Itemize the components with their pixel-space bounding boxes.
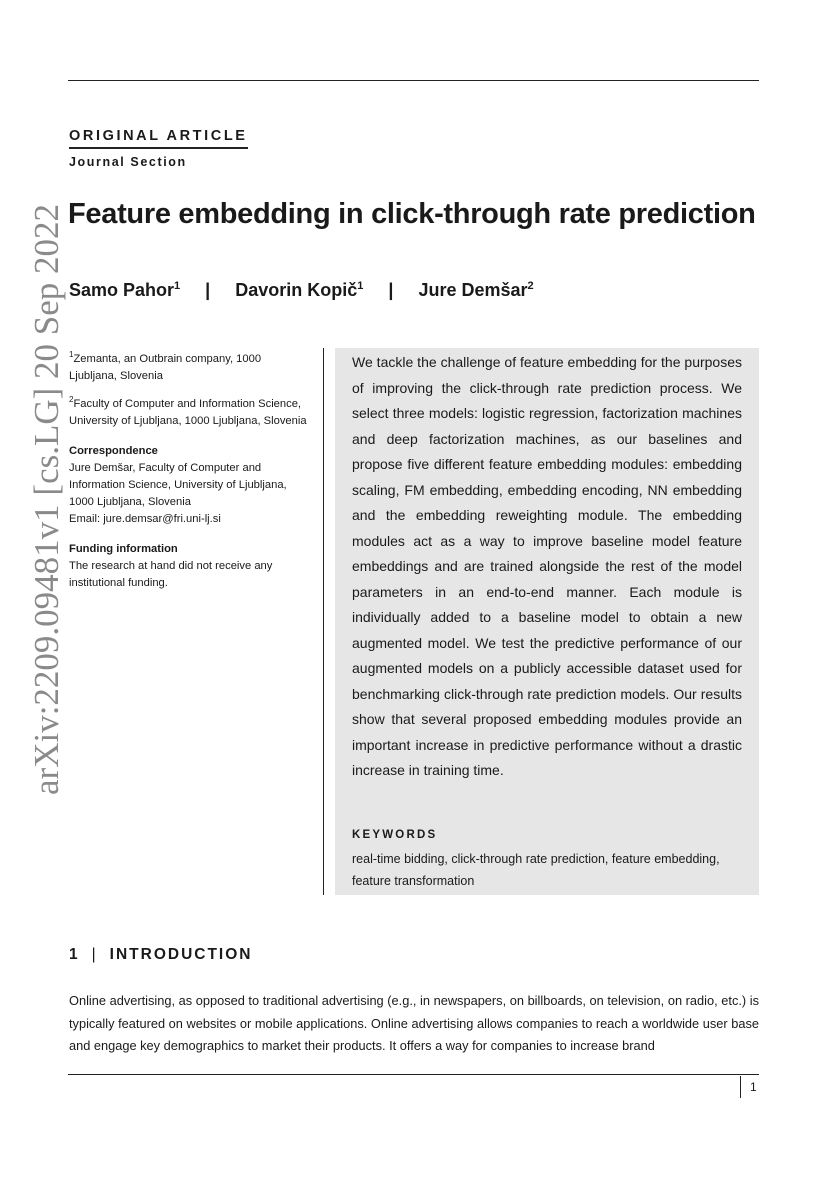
article-type-label: ORIGINAL ARTICLE xyxy=(69,128,248,149)
keywords-heading: KEYWORDS xyxy=(352,829,438,841)
page-number-rule xyxy=(740,1076,741,1098)
author-affiliation-mark: 1 xyxy=(357,280,364,292)
author-name: Jure Demšar xyxy=(418,280,528,300)
abstract-text: We tackle the challenge of feature embedding for the purposes of improving the click-through rate prediction process. We select three models: logistic regression, factorization machines and deep factorization machines, as our baselines and propose five different feature embedding modules: embedding scaling, FM embedding, embedding encoding, NN embedding and the embedding reweighting module. The embedding modules act as a way to improve baseline model feature embeddings and are trained alongside the rest of the model parameters in an end-to-end manner. Each module is individually added to a baseline model to obtain a new augmented model. We test the predictive performance of our augmented models on a publicly accessible dataset used for benchmarking click-through rate prediction models. Our results show that several proposed embedding modules provide an important increase in predictive performance without a drastic increase in training time. xyxy=(352,354,742,778)
section-number: 1 xyxy=(69,946,80,963)
column-divider xyxy=(323,348,324,895)
introduction-paragraph: Online advertising, as opposed to traditional advertising (e.g., in newspapers, on billboards, on television, on radio, etc.) is typically featured on websites or mobile applications. Online advertising allows companies to reach a worldwide user base and engage key demographics to market their products. It offers a way for companies to increase brand xyxy=(69,993,759,1053)
affiliation-number: 1 xyxy=(69,350,74,359)
author-name: Davorin Kopič xyxy=(235,280,358,300)
affiliation-text: Zemanta, an Outbrain company, 1000 Ljubljana, Slovenia xyxy=(69,353,262,382)
funding-block xyxy=(69,541,309,592)
correspondence-block xyxy=(69,443,309,528)
author-affiliation-mark: 1 xyxy=(174,280,181,292)
author-name: Samo Pahor xyxy=(69,280,175,300)
paper-title: Feature embedding in click-through rate prediction xyxy=(68,198,756,230)
affiliation xyxy=(69,391,309,430)
correspondence-text: Jure Demšar, Faculty of Computer and Information Science, University of Ljubljana, 1000 Ljubljana, Slovenia xyxy=(69,462,287,508)
author-list xyxy=(69,280,534,301)
page-number: 1 xyxy=(750,1080,757,1094)
top-rule xyxy=(68,80,759,81)
correspondence-heading: Correspondence xyxy=(69,445,158,457)
funding-text: The research at hand did not receive any institutional funding. xyxy=(69,560,273,589)
keywords-text: real-time bidding, click-through rate prediction, feature embedding, feature transformation xyxy=(352,852,720,888)
journal-section-label: Journal Section xyxy=(69,155,187,169)
section-title: INTRODUCTION xyxy=(109,946,253,963)
author-separator: | xyxy=(388,280,394,300)
funding-heading: Funding information xyxy=(69,543,178,555)
affiliation xyxy=(69,346,309,385)
section-heading xyxy=(69,946,252,964)
author-separator: | xyxy=(205,280,211,300)
section-separator: | xyxy=(91,946,98,963)
affiliation-number: 2 xyxy=(69,395,74,404)
metadata-column xyxy=(69,346,309,605)
bottom-rule xyxy=(68,1074,759,1075)
author-affiliation-mark: 2 xyxy=(527,280,534,292)
affiliation-text: Faculty of Computer and Information Science, University of Ljubljana, 1000 Ljubljana, Slovenia xyxy=(69,398,307,427)
correspondence-email[interactable]: Email: jure.demsar@fri.uni-lj.si xyxy=(69,513,221,525)
arxiv-stamp: arXiv:2209.09481v1 [cs.LG] 20 Sep 2022 xyxy=(27,203,66,795)
